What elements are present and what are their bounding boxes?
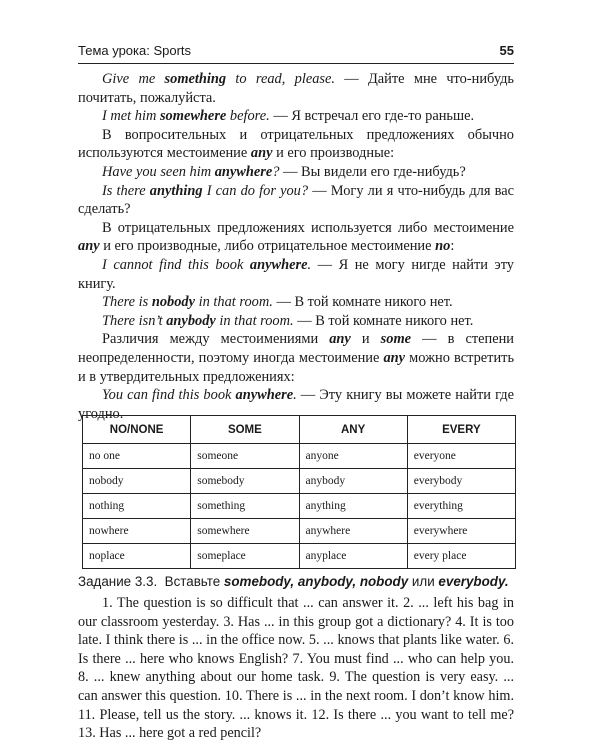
example-paragraph: Give me something to read, please. — Дайте мне что-нибудь почитать, пожалуйста.	[78, 71, 514, 106]
table-cell: nothing	[83, 494, 191, 519]
table-cell: anyone	[299, 444, 407, 469]
table-cell: everywhere	[407, 519, 515, 544]
table-cell: anybody	[299, 469, 407, 494]
example-paragraph: I cannot find this book anywhere. — Я не могу нигде найти эту книгу.	[78, 256, 514, 292]
column-header: NO/NONE	[83, 416, 191, 444]
column-header: EVERY	[407, 416, 515, 444]
table-row	[83, 519, 516, 544]
table-row	[83, 544, 516, 569]
pronoun-table	[82, 415, 516, 569]
table-cell: anything	[299, 494, 407, 519]
table-row	[83, 469, 516, 494]
column-header: ANY	[299, 416, 407, 444]
task-last-word: everybody.	[438, 574, 509, 589]
table-cell: somewhere	[191, 519, 299, 544]
table-cell: nobody	[83, 469, 191, 494]
column-header: SOME	[191, 416, 299, 444]
table-cell: every place	[407, 544, 515, 569]
table-cell: somebody	[191, 469, 299, 494]
example-paragraph: Is there anything I can do for you? — Могу ли я что-нибудь для вас сделать?	[78, 182, 514, 218]
table-cell: someplace	[191, 544, 299, 569]
table-cell: anyplace	[299, 544, 407, 569]
example-paragraph: You can find this book anywhere. — Эту книгу вы можете найти где угодно.	[78, 387, 514, 422]
page-number: 55	[499, 43, 514, 58]
table-row	[83, 444, 516, 469]
table-cell: someone	[191, 444, 299, 469]
grammar-explanation	[78, 70, 514, 423]
lesson-topic: Тема урока: Sports	[78, 43, 192, 58]
rule-paragraph: В отрицательных предложениях используется либо местоимение any и его производные, либо отрицательное местоимение no:	[78, 219, 514, 255]
exercise-paragraph: 1. The question is so difficult that ... can answer it. 2. ... left his bag in our classroom yesterday. 3. Has ... in this group got a dictionary? 4. It is too late. I think there is ... in the office now. 5. ... knows that plants like water. 6. Is there ... here who knows English? 7. You must find ... who can help you. 8. ... knew anything about our home task. 9. The question is very easy. ... can answer this question. 10. There is ... in the next room. I don’t know him. 11. Please, tell us the story. ... knows it. 12. Is there ... you want to tell me? 13. Has ... here got a red pencil?	[78, 595, 514, 742]
table-cell: nowhere	[83, 519, 191, 544]
table-cell: anywhere	[299, 519, 407, 544]
task-number: Задание 3.3.	[78, 574, 158, 589]
example-paragraph: Have you seen him anywhere? — Вы видели его где-нибудь?	[102, 163, 466, 180]
table-cell: everyone	[407, 444, 515, 469]
rule-paragraph: В вопросительных и отрицательных предложениях обычно используются местоимение any и его производные:	[78, 126, 514, 162]
example-paragraph: There is nobody in that room. — В той комнате никого нет.	[102, 294, 453, 311]
table-cell: everybody	[407, 469, 515, 494]
table-cell: no one	[83, 444, 191, 469]
table-row	[83, 494, 516, 519]
example-paragraph: I met him somewhere before. — Я встречал его где-то раньше.	[102, 108, 475, 125]
exercise-text	[78, 594, 514, 743]
header-divider	[78, 63, 514, 64]
task-words: somebody, anybody, nobody	[223, 574, 409, 589]
table-header-row	[83, 416, 516, 444]
running-header	[78, 40, 514, 62]
task-or: или	[411, 574, 435, 589]
table-cell: everything	[407, 494, 515, 519]
task-instruction: Вставьте	[164, 574, 221, 589]
example-paragraph: There isn’t anybody in that room. — В той комнате никого нет.	[102, 312, 474, 329]
rule-paragraph: Различия между местоимениями any и some — в степени неопределенности, поэтому иногда местоимение any можно встретить и в утвердительных предложениях:	[78, 331, 515, 385]
table-cell: noplace	[83, 544, 191, 569]
table-cell: something	[191, 494, 299, 519]
task-heading	[78, 574, 514, 589]
